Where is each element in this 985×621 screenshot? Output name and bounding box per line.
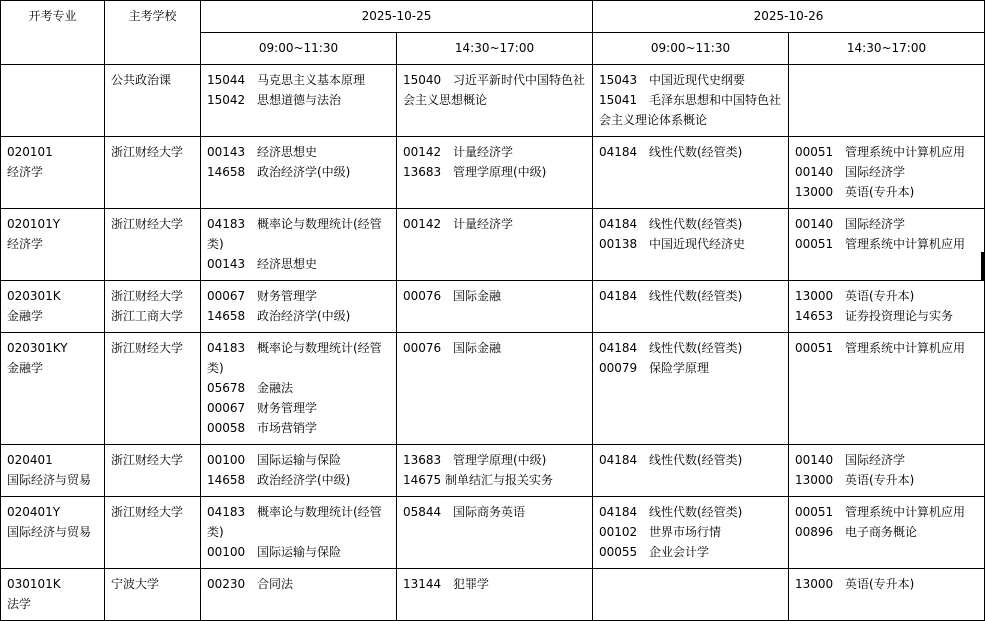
cell-session-1 xyxy=(201,281,397,333)
major-code: 020101 xyxy=(7,145,53,159)
cell-session-4 xyxy=(789,65,985,137)
course-name: 管理学原理(中级) 14675 制单结汇与报关实务 xyxy=(403,453,553,487)
course-name: 电子商务概论 xyxy=(845,525,918,539)
cell-major xyxy=(1,333,105,445)
cell-session-1 xyxy=(201,333,397,445)
course-code: 05844 xyxy=(403,505,442,519)
course-entry xyxy=(795,142,978,162)
course-code: 00138 xyxy=(599,237,638,251)
course-entry xyxy=(207,378,390,398)
cell-session-2 xyxy=(397,333,593,445)
course-code: 14658 xyxy=(207,473,246,487)
table-row xyxy=(1,445,985,497)
course-code: 00140 xyxy=(795,165,834,179)
course-entry xyxy=(207,450,390,470)
course-name: 概率论与数理统计(经管类) xyxy=(207,505,382,539)
cell-session-4 xyxy=(789,333,985,445)
course-name: 英语(专升本) xyxy=(845,577,915,591)
course-name: 国际金融 xyxy=(453,289,502,303)
course-entry xyxy=(599,450,782,470)
course-name: 线性代数(经管类) xyxy=(649,505,743,519)
course-entry xyxy=(795,214,978,234)
cell-school xyxy=(105,497,201,569)
course-entry xyxy=(599,522,782,542)
course-entry xyxy=(207,418,390,438)
table-row xyxy=(1,137,985,209)
course-name: 企业会计学 xyxy=(649,545,710,559)
course-entry xyxy=(599,358,782,378)
cell-session-2 xyxy=(397,445,593,497)
course-code: 00067 xyxy=(207,401,246,415)
cell-session-3 xyxy=(593,445,789,497)
course-code: 00142 xyxy=(403,217,442,231)
course-code: 14658 xyxy=(207,309,246,323)
cell-major xyxy=(1,445,105,497)
course-entry xyxy=(599,214,782,234)
course-name: 国际运输与保险 xyxy=(257,545,342,559)
course-name: 经济思想史 xyxy=(257,257,318,271)
course-entry xyxy=(207,470,390,490)
course-code: 15040 xyxy=(403,73,442,87)
cell-session-3 xyxy=(593,209,789,281)
course-entry xyxy=(599,70,782,90)
course-entry xyxy=(207,70,390,90)
course-code: 13683 xyxy=(403,165,442,179)
course-name: 管理系统中计算机应用 xyxy=(845,237,966,251)
course-code: 00051 xyxy=(795,505,834,519)
cell-session-3 xyxy=(593,137,789,209)
school-name-secondary: 浙江工商大学 xyxy=(111,309,184,323)
course-entry xyxy=(795,162,978,182)
course-entry xyxy=(403,450,586,490)
course-name: 英语(专升本) xyxy=(845,185,915,199)
major-code: 020101Y xyxy=(7,217,61,231)
course-name: 中国近现代史纲要 xyxy=(649,73,746,87)
cell-session-2 xyxy=(397,281,593,333)
course-entry xyxy=(207,254,390,274)
course-name: 毛泽东思想和中国特色社会主义理论体系概论 xyxy=(599,93,782,127)
course-code: 00051 xyxy=(795,237,834,251)
course-code: 04184 xyxy=(599,145,638,159)
scrollbar-thumb[interactable] xyxy=(981,252,985,280)
major-name: 经济学 xyxy=(7,165,44,179)
course-entry xyxy=(403,338,586,358)
course-entry xyxy=(599,502,782,522)
school-name: 浙江财经大学 xyxy=(111,145,184,159)
course-code: 00076 xyxy=(403,289,442,303)
table-row xyxy=(1,333,985,445)
school-name: 浙江财经大学 xyxy=(111,453,184,467)
cell-session-3 xyxy=(593,333,789,445)
course-name: 金融法 xyxy=(257,381,294,395)
cell-session-3 xyxy=(593,65,789,137)
course-entry xyxy=(403,70,586,110)
course-entry xyxy=(403,286,586,306)
school-name: 浙江财经大学 xyxy=(111,289,184,303)
major-code: 020401 xyxy=(7,453,53,467)
course-code: 00140 xyxy=(795,453,834,467)
course-name: 英语(专升本) xyxy=(845,289,915,303)
cell-session-4 xyxy=(789,209,985,281)
course-code: 00100 xyxy=(207,545,246,559)
course-name: 管理系统中计算机应用 xyxy=(845,505,966,519)
course-name: 政治经济学(中级) xyxy=(257,309,351,323)
cell-session-3 xyxy=(593,569,789,621)
course-code: 13000 xyxy=(795,289,834,303)
header-date-2: 2025-10-26 xyxy=(593,1,985,33)
major-name: 国际经济与贸易 xyxy=(7,473,92,487)
school-name: 浙江财经大学 xyxy=(111,217,184,231)
course-entry xyxy=(599,142,782,162)
course-name: 中国近现代经济史 xyxy=(649,237,746,251)
course-code: 00051 xyxy=(795,341,834,355)
cell-major xyxy=(1,281,105,333)
course-code: 15043 xyxy=(599,73,638,87)
cell-session-3 xyxy=(593,281,789,333)
course-code: 00230 xyxy=(207,577,246,591)
major-code: 020401Y xyxy=(7,505,61,519)
header-date-1: 2025-10-25 xyxy=(201,1,593,33)
course-name: 财务管理学 xyxy=(257,401,318,415)
cell-session-3 xyxy=(593,497,789,569)
school-name: 浙江财经大学 xyxy=(111,505,184,519)
cell-major xyxy=(1,569,105,621)
course-entry xyxy=(403,502,586,522)
course-entry xyxy=(599,286,782,306)
course-code: 04184 xyxy=(599,217,638,231)
course-entry xyxy=(795,522,978,542)
course-name: 国际经济学 xyxy=(845,453,906,467)
cell-session-1 xyxy=(201,569,397,621)
header-row-dates xyxy=(1,1,985,33)
table-row xyxy=(1,497,985,569)
course-entry xyxy=(207,306,390,326)
course-name: 线性代数(经管类) xyxy=(649,341,743,355)
course-code: 00058 xyxy=(207,421,246,435)
course-entry xyxy=(403,162,586,182)
table-row xyxy=(1,209,985,281)
course-entry xyxy=(795,306,978,326)
course-code: 00143 xyxy=(207,145,246,159)
course-name: 线性代数(经管类) xyxy=(649,453,743,467)
course-name: 国际商务英语 xyxy=(453,505,526,519)
cell-major xyxy=(1,137,105,209)
course-name: 线性代数(经管类) xyxy=(649,217,743,231)
course-code: 00143 xyxy=(207,257,246,271)
cell-school xyxy=(105,333,201,445)
table-body xyxy=(1,65,985,621)
course-name: 线性代数(经管类) xyxy=(649,289,743,303)
course-code: 15041 xyxy=(599,93,638,107)
course-code: 04184 xyxy=(599,453,638,467)
course-code: 00102 xyxy=(599,525,638,539)
cell-session-1 xyxy=(201,497,397,569)
course-name: 概率论与数理统计(经管类) xyxy=(207,217,382,251)
course-name: 保险学原理 xyxy=(649,361,710,375)
cell-major xyxy=(1,209,105,281)
major-code: 030101K xyxy=(7,577,61,591)
course-entry xyxy=(207,542,390,562)
course-entry xyxy=(599,234,782,254)
major-code: 020301KY xyxy=(7,341,68,355)
course-entry xyxy=(795,502,978,522)
course-entry xyxy=(207,162,390,182)
course-code: 00051 xyxy=(795,145,834,159)
course-code: 00142 xyxy=(403,145,442,159)
course-name: 市场营销学 xyxy=(257,421,318,435)
cell-session-1 xyxy=(201,137,397,209)
course-name: 政治经济学(中级) xyxy=(257,473,351,487)
course-entry xyxy=(207,502,390,542)
cell-session-2 xyxy=(397,569,593,621)
cell-session-4 xyxy=(789,281,985,333)
course-code: 04183 xyxy=(207,341,246,355)
cell-session-2 xyxy=(397,65,593,137)
course-code: 13000 xyxy=(795,577,834,591)
course-code: 05678 xyxy=(207,381,246,395)
cell-major xyxy=(1,497,105,569)
course-entry xyxy=(795,450,978,470)
school-name: 公共政治课 xyxy=(111,73,172,87)
course-code: 04184 xyxy=(599,289,638,303)
course-code: 13144 xyxy=(403,577,442,591)
course-entry xyxy=(599,542,782,562)
cell-major xyxy=(1,65,105,137)
course-entry xyxy=(207,90,390,110)
course-entry xyxy=(599,338,782,358)
course-name: 概率论与数理统计(经管类) xyxy=(207,341,382,375)
table-row xyxy=(1,569,985,621)
course-name: 政治经济学(中级) xyxy=(257,165,351,179)
major-name: 经济学 xyxy=(7,237,44,251)
course-name: 计量经济学 xyxy=(453,145,514,159)
course-name: 国际经济学 xyxy=(845,217,906,231)
course-code: 00055 xyxy=(599,545,638,559)
cell-session-2 xyxy=(397,137,593,209)
course-name: 管理系统中计算机应用 xyxy=(845,145,966,159)
course-code: 04183 xyxy=(207,217,246,231)
course-name: 国际金融 xyxy=(453,341,502,355)
cell-school xyxy=(105,209,201,281)
course-entry xyxy=(403,214,586,234)
course-name: 马克思主义基本原理 xyxy=(257,73,366,87)
course-name: 线性代数(经管类) xyxy=(649,145,743,159)
course-name: 财务管理学 xyxy=(257,289,318,303)
cell-session-1 xyxy=(201,65,397,137)
course-code: 04184 xyxy=(599,341,638,355)
course-code: 15042 xyxy=(207,93,246,107)
course-entry xyxy=(795,234,978,254)
course-name: 国际运输与保险 xyxy=(257,453,342,467)
course-code: 13000 xyxy=(795,473,834,487)
cell-school xyxy=(105,281,201,333)
course-entry xyxy=(599,90,782,130)
course-name: 犯罪学 xyxy=(453,577,490,591)
course-name: 证券投资理论与实务 xyxy=(845,309,954,323)
school-name: 浙江财经大学 xyxy=(111,341,184,355)
table-head xyxy=(1,1,985,65)
header-session-3: 09:00~11:30 xyxy=(593,33,789,65)
cell-school xyxy=(105,445,201,497)
course-name: 英语(专升本) xyxy=(845,473,915,487)
course-name: 世界市场行情 xyxy=(649,525,722,539)
cell-school xyxy=(105,65,201,137)
cell-session-4 xyxy=(789,445,985,497)
course-code: 00140 xyxy=(795,217,834,231)
header-session-1: 09:00~11:30 xyxy=(201,33,397,65)
header-session-2: 14:30~17:00 xyxy=(397,33,593,65)
course-entry xyxy=(207,574,390,594)
cell-school xyxy=(105,569,201,621)
major-name: 法学 xyxy=(7,597,32,611)
course-code: 04183 xyxy=(207,505,246,519)
course-code: 00067 xyxy=(207,289,246,303)
major-code: 020301K xyxy=(7,289,61,303)
cell-session-4 xyxy=(789,137,985,209)
header-school: 主考学校 xyxy=(105,1,201,65)
course-entry xyxy=(795,182,978,202)
course-entry xyxy=(207,398,390,418)
course-code: 00896 xyxy=(795,525,834,539)
course-code: 04184 xyxy=(599,505,638,519)
cell-session-1 xyxy=(201,209,397,281)
course-code: 00076 xyxy=(403,341,442,355)
course-name: 管理系统中计算机应用 xyxy=(845,341,966,355)
course-entry xyxy=(403,142,586,162)
cell-school xyxy=(105,137,201,209)
course-entry xyxy=(403,574,586,594)
cell-session-1 xyxy=(201,445,397,497)
course-code: 14653 xyxy=(795,309,834,323)
course-name: 合同法 xyxy=(257,577,294,591)
course-code: 13000 xyxy=(795,185,834,199)
major-name: 金融学 xyxy=(7,361,44,375)
course-entry xyxy=(795,470,978,490)
table-row xyxy=(1,281,985,333)
course-name: 思想道德与法治 xyxy=(257,93,342,107)
course-code: 00100 xyxy=(207,453,246,467)
course-name: 管理学原理(中级) xyxy=(453,165,547,179)
course-name: 国际经济学 xyxy=(845,165,906,179)
course-code: 15044 xyxy=(207,73,246,87)
school-name: 宁波大学 xyxy=(111,577,160,591)
course-entry xyxy=(207,142,390,162)
course-entry xyxy=(207,286,390,306)
cell-session-2 xyxy=(397,497,593,569)
course-name: 经济思想史 xyxy=(257,145,318,159)
course-code: 14658 xyxy=(207,165,246,179)
course-entry xyxy=(207,338,390,378)
course-name: 计量经济学 xyxy=(453,217,514,231)
cell-session-4 xyxy=(789,497,985,569)
course-entry xyxy=(795,338,978,358)
header-session-4: 14:30~17:00 xyxy=(789,33,985,65)
course-entry xyxy=(795,574,978,594)
header-major: 开考专业 xyxy=(1,1,105,65)
course-code: 00079 xyxy=(599,361,638,375)
cell-session-4 xyxy=(789,569,985,621)
major-name: 金融学 xyxy=(7,309,44,323)
cell-session-2 xyxy=(397,209,593,281)
course-code: 13683 xyxy=(403,453,442,467)
table-row xyxy=(1,65,985,137)
course-entry xyxy=(795,286,978,306)
course-entry xyxy=(207,214,390,254)
course-name: 习近平新时代中国特色社会主义思想概论 xyxy=(403,73,586,107)
major-name: 国际经济与贸易 xyxy=(7,525,92,539)
